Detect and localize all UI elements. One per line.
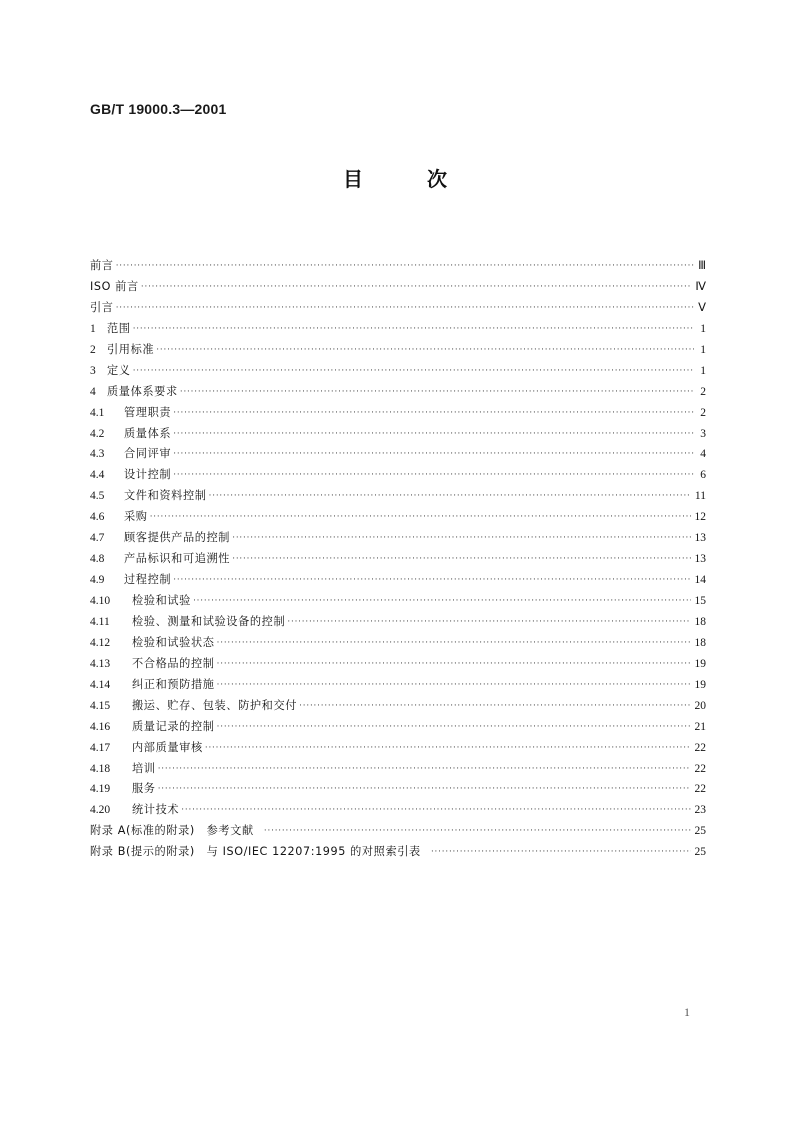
toc-entry-title: 内部质量审核 — [132, 740, 203, 754]
toc-page-number: 1 — [700, 322, 706, 335]
toc-page-number: 1 — [700, 343, 706, 356]
toc-entry-title: 统计技术 — [132, 803, 180, 817]
toc-entry-title: 顾客提供产品的控制 — [124, 531, 231, 545]
toc-dot-leader — [133, 318, 694, 339]
toc-dot-leader — [116, 255, 694, 276]
toc-page-number: 22 — [694, 783, 706, 796]
toc-dot-leader — [173, 569, 690, 590]
toc-page-number: 18 — [694, 636, 706, 649]
toc-section-number: 4.12 — [90, 636, 111, 649]
toc-dot-leader — [181, 799, 690, 820]
toc-page-number: 13 — [694, 532, 706, 545]
toc-page-number: 2 — [700, 385, 706, 398]
toc-entry[interactable] — [90, 465, 706, 486]
toc-section-number: 4.13 — [90, 657, 111, 670]
toc-page-number: 6 — [700, 469, 706, 482]
toc-entry-title: 搬运、贮存、包装、防护和交付 — [132, 698, 298, 712]
toc-page-number: 22 — [694, 762, 706, 775]
toc-entry-title: 文件和资料控制 — [124, 489, 207, 503]
toc-entry-title: 范围 — [107, 321, 131, 335]
toc-section-number: 4.2 — [90, 427, 105, 440]
toc-section-number: 2 — [90, 343, 96, 356]
toc-section-number: 1 — [90, 322, 96, 335]
toc-section-number: 4.4 — [90, 469, 105, 482]
toc-entry[interactable] — [90, 319, 706, 340]
table-of-contents — [90, 256, 706, 863]
toc-entry-title: 采购 — [124, 510, 148, 524]
toc-entry[interactable] — [90, 403, 706, 424]
toc-section-number: 4.8 — [90, 553, 105, 566]
toc-entry-title: 产品标识和可追溯性 — [124, 552, 231, 566]
toc-dot-leader — [173, 464, 694, 485]
toc-page-number: 15 — [694, 595, 706, 607]
toc-page-number: 11 — [694, 490, 706, 503]
toc-dot-leader — [232, 527, 690, 548]
toc-entry[interactable] — [90, 361, 706, 382]
toc-entry-title: 设计控制 — [124, 468, 172, 482]
toc-entry[interactable] — [90, 298, 706, 319]
toc-section-number: 4.19 — [90, 783, 111, 796]
toc-page-number: 18 — [694, 615, 706, 628]
toc-entry[interactable] — [90, 612, 706, 633]
toc-entry-appendix[interactable] — [90, 821, 706, 842]
toc-entry-title: 质量体系 — [124, 426, 172, 440]
toc-section-number: 4.7 — [90, 532, 105, 545]
standard-code: GB/T 19000.3—2001 — [90, 101, 227, 117]
toc-entry-title: 过程控制 — [124, 573, 172, 587]
toc-page-number: Ⅴ — [698, 301, 706, 314]
toc-section-number: 4.18 — [90, 762, 111, 775]
toc-entry[interactable] — [90, 277, 706, 298]
toc-entry-appendix[interactable] — [90, 842, 706, 863]
toc-entry[interactable] — [90, 779, 706, 800]
toc-page-number: 13 — [694, 553, 706, 566]
toc-entry[interactable] — [90, 800, 706, 821]
toc-entry-title: 质量体系要求 — [107, 384, 178, 398]
toc-entry-title: 检验和试验状态 — [132, 635, 215, 649]
toc-entry-title: 培训 — [132, 761, 156, 775]
toc-entry[interactable] — [90, 528, 706, 549]
toc-entry-title: 检验和试验 — [132, 594, 191, 607]
toc-entry-title: 管理职责 — [124, 405, 172, 419]
toc-entry-title: 引言 — [90, 300, 114, 314]
toc-section-number: 4.16 — [90, 720, 111, 733]
toc-entry-title: 纠正和预防措施 — [132, 677, 215, 691]
toc-page-number: 2 — [700, 406, 706, 419]
toc-dot-leader — [156, 339, 694, 360]
toc-entry-title: 不合格品的控制 — [132, 656, 215, 670]
toc-entry-title: 附录 B(提示的附录) 与 ISO/IEC 12207:1995 的对照索引表 — [90, 845, 421, 859]
toc-entry[interactable] — [90, 717, 706, 738]
toc-dot-leader — [217, 674, 691, 695]
toc-entry[interactable] — [90, 696, 706, 717]
toc-entry-title: 前言 — [90, 259, 114, 272]
page-title-char-1: 目 — [343, 167, 363, 191]
toc-dot-leader — [173, 423, 694, 444]
toc-dot-leader — [217, 653, 691, 674]
toc-entry-title: 质量记录的控制 — [132, 719, 215, 733]
toc-dot-leader — [264, 820, 691, 841]
toc-dot-leader — [141, 276, 692, 297]
toc-entry[interactable] — [90, 340, 706, 361]
toc-dot-leader — [299, 695, 690, 716]
toc-section-number: 4 — [90, 385, 96, 398]
toc-section-number: 3 — [90, 364, 96, 377]
page-number: 1 — [684, 1005, 690, 1019]
page-title-char-2: 次 — [427, 167, 447, 191]
toc-dot-leader — [232, 548, 690, 569]
toc-page-number: 22 — [694, 741, 706, 754]
toc-entry[interactable] — [90, 633, 706, 654]
toc-page-number: 14 — [694, 574, 706, 587]
toc-section-number: 4.14 — [90, 678, 111, 691]
toc-section-number: 4.5 — [90, 490, 105, 503]
toc-page-number: Ⅲ — [698, 260, 706, 272]
toc-page-number: 25 — [694, 846, 706, 859]
toc-entry-title: 检验、测量和试验设备的控制 — [132, 614, 286, 628]
page-title — [0, 163, 794, 193]
toc-dot-leader — [205, 737, 691, 758]
toc-section-number: 4.10 — [90, 595, 111, 607]
toc-dot-leader — [209, 485, 691, 506]
toc-dot-leader — [173, 443, 694, 464]
toc-entry-title: ISO 前言 — [90, 279, 139, 293]
toc-entry[interactable] — [90, 591, 706, 612]
toc-page-number: 12 — [694, 511, 706, 524]
toc-dot-leader — [116, 297, 694, 318]
toc-dot-leader — [217, 716, 691, 737]
toc-page-number: 1 — [700, 364, 706, 377]
toc-dot-leader — [158, 778, 691, 799]
toc-dot-leader — [158, 758, 691, 779]
toc-section-number: 4.1 — [90, 406, 105, 419]
toc-entry[interactable] — [90, 570, 706, 591]
toc-section-number: 4.3 — [90, 448, 105, 461]
toc-entry[interactable] — [90, 654, 706, 675]
toc-entry[interactable] — [90, 507, 706, 528]
toc-entry[interactable] — [90, 382, 706, 403]
toc-dot-leader — [217, 632, 691, 653]
toc-page-number: 23 — [694, 804, 706, 817]
toc-entry[interactable] — [90, 424, 706, 445]
toc-dot-leader — [150, 506, 691, 527]
toc-entry-title: 附录 A(标准的附录) 参考文献 — [90, 824, 254, 838]
toc-entry[interactable] — [90, 549, 706, 570]
toc-page-number: 19 — [694, 678, 706, 691]
toc-entry[interactable] — [90, 256, 706, 277]
toc-entry-title: 引用标准 — [107, 342, 155, 356]
toc-section-number: 4.9 — [90, 574, 105, 587]
toc-entry[interactable] — [90, 675, 706, 696]
toc-dot-leader — [431, 841, 691, 862]
toc-entry-title: 定义 — [107, 363, 131, 377]
toc-section-number: 4.20 — [90, 804, 111, 817]
toc-dot-leader — [133, 360, 694, 381]
toc-page-number: 4 — [700, 448, 706, 461]
toc-section-number: 4.15 — [90, 699, 111, 712]
toc-dot-leader — [173, 402, 694, 423]
toc-entry[interactable] — [90, 444, 706, 465]
toc-entry[interactable] — [90, 486, 706, 507]
toc-dot-leader — [193, 590, 691, 611]
toc-section-number: 4.17 — [90, 741, 111, 754]
toc-entry-title: 合同评审 — [124, 447, 172, 461]
toc-section-number: 4.11 — [90, 615, 110, 628]
toc-page-number: Ⅳ — [695, 280, 706, 293]
toc-page-number: 20 — [694, 699, 706, 712]
toc-page-number: 25 — [694, 825, 706, 838]
toc-dot-leader — [287, 611, 690, 632]
toc-section-number: 4.6 — [90, 511, 105, 524]
toc-page-number: 3 — [700, 427, 706, 440]
toc-page-number: 21 — [694, 720, 706, 733]
toc-dot-leader — [180, 381, 694, 402]
toc-entry-title: 服务 — [132, 782, 156, 796]
toc-entry[interactable] — [90, 738, 706, 759]
toc-page-number: 19 — [694, 657, 706, 670]
toc-entry[interactable] — [90, 759, 706, 780]
